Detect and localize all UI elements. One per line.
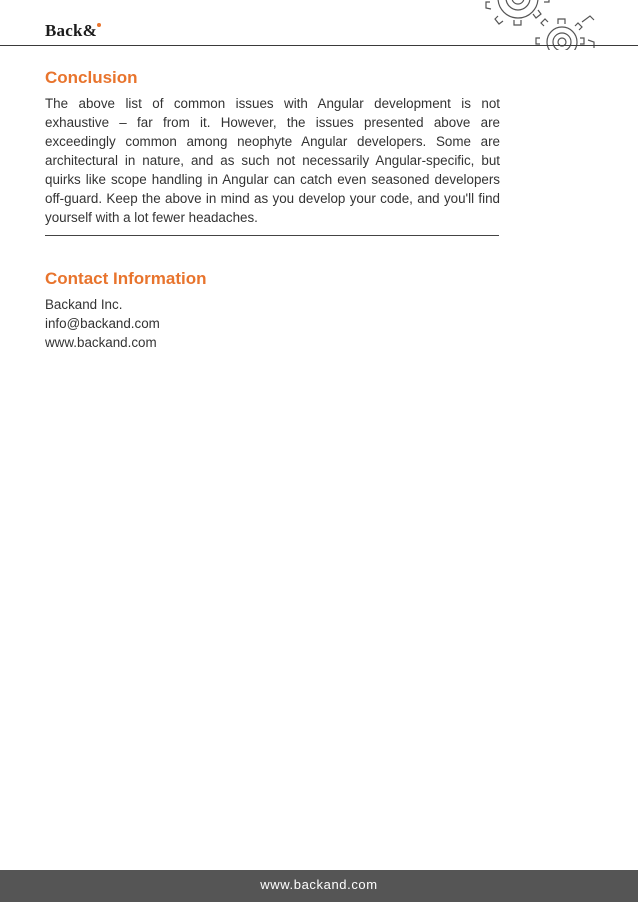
- gears-icon: [478, 0, 638, 50]
- conclusion-heading: Conclusion: [45, 68, 138, 87]
- contact-website: www.backand.com: [45, 335, 157, 350]
- conclusion-paragraph: The above list of common issues with Angular development is not exhaustive – far from it. However, the issues presented above are exceedingly common among neophyte Angular developers. Some are architectural in nature, and as such not necessarily Angular-specific, but quirks like scope handling in Angular can catch even seasoned developers off-guard. Keep the above in mind as you develop your code, and you'll find yourself with a lot fewer headaches.: [45, 96, 500, 225]
- page-footer: [0, 870, 638, 902]
- section-divider: [45, 235, 499, 236]
- logo-text: Back&: [45, 21, 97, 40]
- page-header: [0, 0, 638, 50]
- contact-email: info@backand.com: [45, 316, 160, 331]
- footer-url: www.backand.com: [260, 877, 378, 892]
- contact-company: Backand Inc.: [45, 297, 123, 312]
- logo-accent-dot: [97, 23, 101, 27]
- backand-logo: [45, 21, 97, 41]
- header-divider: [0, 45, 638, 46]
- contact-heading: Contact Information: [45, 269, 207, 288]
